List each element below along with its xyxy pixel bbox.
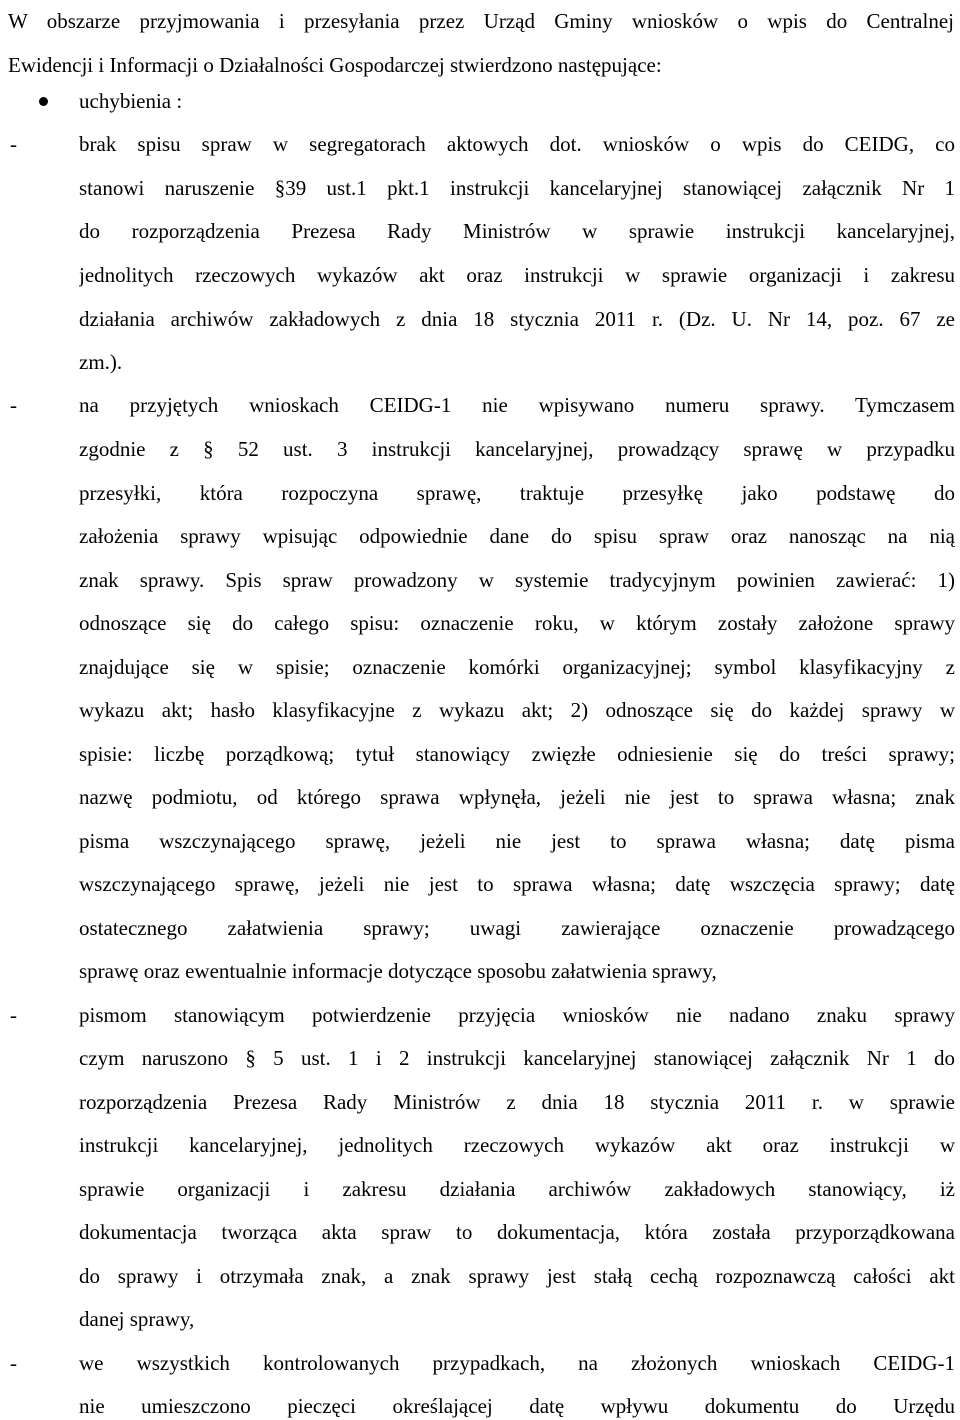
item-2-line-12: wszczynającego sprawę, jeżeli nie jest to sprawa własna; datę wszczęcia sprawy; datę: [79, 872, 955, 896]
dash-marker-3: -: [10, 1003, 17, 1027]
item-4-line-1: we wszystkich kontrolowanych przypadkach, na złożonych wnioskach CEIDG-1: [79, 1351, 955, 1375]
item-2-line-7: znajdujące się w spisie; oznaczenie komórki organizacyjnej; symbol klasyfikacyjny z: [79, 655, 955, 679]
item-2-line-5: znak sprawy. Spis spraw prowadzony w systemie tradycyjnym powinien zawierać: 1): [79, 568, 955, 592]
item-3-line-1: pismom stanowiącym potwierdzenie przyjęcia wniosków nie nadano znaku sprawy: [79, 1003, 955, 1027]
item-2-line-3: przesyłki, która rozpoczyna sprawę, traktuje przesyłkę jako podstawę do: [79, 481, 955, 505]
bullet-label: uchybienia :: [79, 89, 183, 113]
item-2-line-1: na przyjętych wnioskach CEIDG-1 nie wpisywano numeru sprawy. Tymczasem: [79, 393, 955, 417]
bullet-icon: [39, 97, 48, 106]
dash-marker-4: -: [10, 1351, 17, 1375]
item-2-line-9: spisie: liczbę porządkową; tytuł stanowiący zwięzłe odniesienie się do treści sprawy;: [79, 742, 955, 766]
item-3-line-4: instrukcji kancelaryjnej, jednolitych rzeczowych wykazów akt oraz instrukcji w: [79, 1133, 955, 1157]
item-1-line-2: stanowi naruszenie §39 ust.1 pkt.1 instrukcji kancelaryjnej stanowiącej załącznik Nr 1: [79, 176, 955, 200]
item-2-line-10: nazwę podmiotu, od którego sprawa wpłynęła, jeżeli nie jest to sprawa własna; znak: [79, 785, 955, 809]
dash-marker-1: -: [10, 132, 17, 156]
item-1-line-3: do rozporządzenia Prezesa Rady Ministrów w sprawie instrukcji kancelaryjnej,: [79, 219, 955, 243]
item-2-line-6: odnoszące się do całego spisu: oznaczenie roku, w którym zostały założone sprawy: [79, 611, 955, 635]
item-1-line-1: brak spisu spraw w segregatorach aktowych dot. wniosków o wpis do CEIDG, co: [79, 132, 955, 156]
item-3-line-6: dokumentacja tworząca akta spraw to dokumentacja, która została przyporządkowana: [79, 1220, 955, 1244]
item-3-line-3: rozporządzenia Prezesa Rady Ministrów z dnia 18 stycznia 2011 r. w sprawie: [79, 1090, 955, 1114]
item-2-line-2: zgodnie z § 52 ust. 3 instrukcji kancelaryjnej, prowadzący sprawę w przypadku: [79, 437, 955, 461]
item-2-line-13: ostatecznego załatwienia sprawy; uwagi zawierające oznaczenie prowadzącego: [79, 916, 955, 940]
dash-marker-2: -: [10, 393, 17, 417]
item-3-line-5: sprawie organizacji i zakresu działania archiwów zakładowych stanowiący, iż: [79, 1177, 955, 1201]
item-3-line-8: danej sprawy,: [79, 1307, 195, 1331]
item-1-line-6: zm.).: [79, 350, 123, 374]
item-1-line-4: jednolitych rzeczowych wykazów akt oraz instrukcji w sprawie organizacji i zakresu: [79, 263, 955, 287]
intro-line-2: Ewidencji i Informacji o Działalności Gospodarczej stwierdzono następujące:: [8, 53, 662, 77]
item-2-line-4: założenia sprawy wpisując odpowiednie dane do spisu spraw oraz nanosząc na nią: [79, 524, 955, 548]
item-2-line-11: pisma wszczynającego sprawę, jeżeli nie jest to sprawa własna; datę pisma: [79, 829, 955, 853]
item-4-line-2: nie umieszczono pieczęci określającej datę wpływu dokumentu do Urzędu: [79, 1394, 955, 1418]
item-2-line-8: wykazu akt; hasło klasyfikacyjne z wykazu akt; 2) odnoszące się do każdej sprawy w: [79, 698, 955, 722]
item-3-line-7: do sprawy i otrzymała znak, a znak sprawy jest stałą cechą rozpoznawczą całości akt: [79, 1264, 955, 1288]
intro-line-1: W obszarze przyjmowania i przesyłania przez Urząd Gminy wniosków o wpis do Centralnej: [8, 9, 954, 33]
item-1-line-5: działania archiwów zakładowych z dnia 18 stycznia 2011 r. (Dz. U. Nr 14, poz. 67 ze: [79, 307, 955, 331]
item-3-line-2: czym naruszono § 5 ust. 1 i 2 instrukcji kancelaryjnej stanowiącej załącznik Nr 1 do: [79, 1046, 955, 1070]
item-2-line-14: sprawę oraz ewentualnie informacje dotyczące sposobu załatwienia sprawy,: [79, 959, 717, 983]
